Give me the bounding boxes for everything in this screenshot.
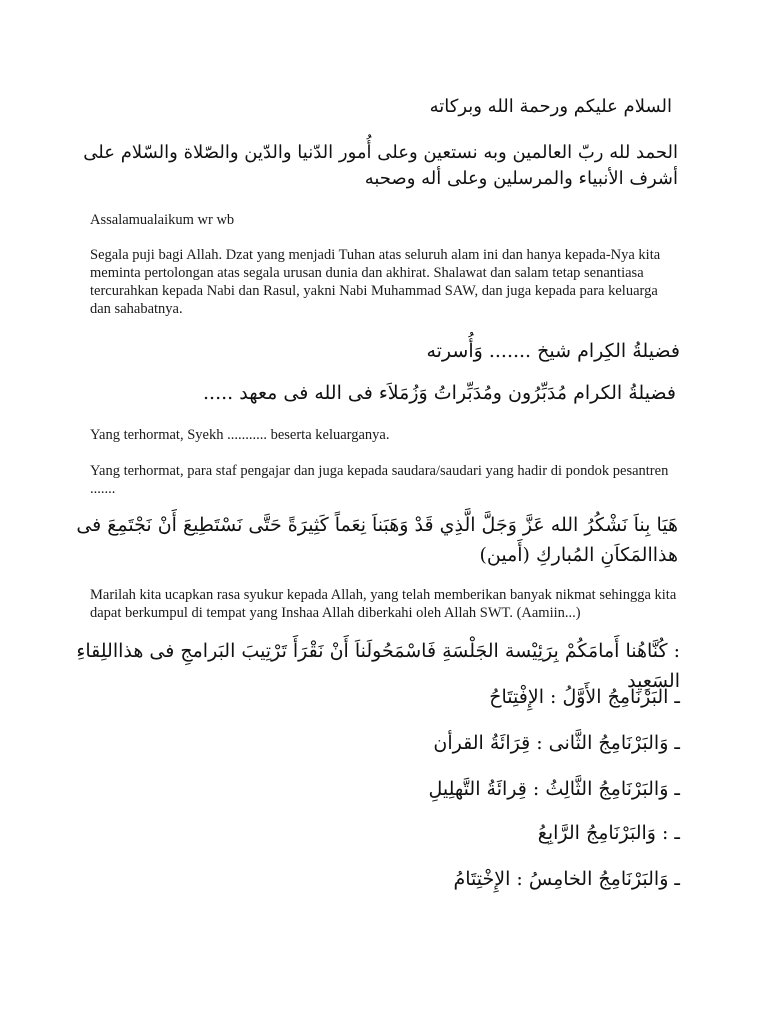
latin-salam: Assalamualaikum wr wb [90,212,235,228]
arabic-salam: السلام عليكم ورحمة الله وبركاته [429,96,672,117]
latin-hamdalah: Segala puji bagi Allah. Dzat yang menjadi Tuhan atas seluruh alam ini dan hanya kepada-Nya kita meminta pertolongan atas segala urusan dunia dan akhirat. Shalawat dan salam tetap senantiasa tercurahkan kepada Nabi dan Rasul, yakni Nabi Muhammad SAW, dan juga kepada para keluarga dan sahabatnya. [90,247,661,317]
latin-greeting-syekh: Yang terhormat, Syekh ........... beserta keluarganya. [90,427,390,443]
arabic-syukur: هَيَا بِناَ نَشْكُرُ الله عَزَّ وَجَلَّ الَّذِي قَدْ وَهَبَناَ نِعَماً كَثِيرَةً حَتَّى نَسْتَطِيعَ أَنْ نَجْتَمِعَ فى هذاالمَكاَنِ المُباركِ (أَمين) [76,514,678,566]
program-item-2: ـ وَالبَرْنَامِجُ الثَّانى : قِرَائَةُ القرأن [433,732,680,754]
arabic-program-intro: : كُنَّاهُنا أَمامَكُمْ بِرَئِيْسة الجَلْسَةِ فَاسْمَحُولَناَ أَنْ نَقْرَأَ تَرْتِيبَ البَرامجِ فى هذااللِقاءِ السَعِيد [76,640,680,692]
program-item-5: ـ وَالبَرْنَامِجُ الخامِسُ : الإِخْتِتَامُ [453,868,680,890]
latin-greeting-staff: Yang terhormat, para staf pengajar dan juga kepada saudara/saudari yang hadir di pondok pesantren ....... [90,463,669,497]
program-item-4: ـ : وَالبَرْنَامِجُ الرَّابِعُ [537,822,680,844]
arabic-greeting-staff: فضيلةُ الكرام مُدَبِّرُون ومُدَبِّراتُ وَزُمَلاَء فى الله فى معهد ..... [203,382,676,404]
program-item-1: ـ البَرْنَامِجُ الأَوَّلُ : الإِفْتِتَاحُ [489,686,680,708]
arabic-hamdalah: الحمد لله ربّ العالمين وبه نستعين وعلى أُمور الدّنيا والدّين والصّلاة والسّلام على أشرف الأنبياء والمرسلين وعلى أله وصحبه [83,142,678,189]
latin-syukur: Marilah kita ucapkan rasa syukur kepada Allah, yang telah memberikan banyak nikmat sehingga kita dapat berkumpul di tempat yang Inshaa Allah diberkahi oleh Allah SWT. (Aamiin...) [90,587,677,621]
arabic-greeting-syekh: فضيلةُ الكِرام شيخ ....... وَأُسرته [426,340,680,362]
program-item-3: ـ وَالبَرْنَامِجُ الثَّالِثُ : قِرائَةُ التَّهلِيلِ [428,778,680,800]
